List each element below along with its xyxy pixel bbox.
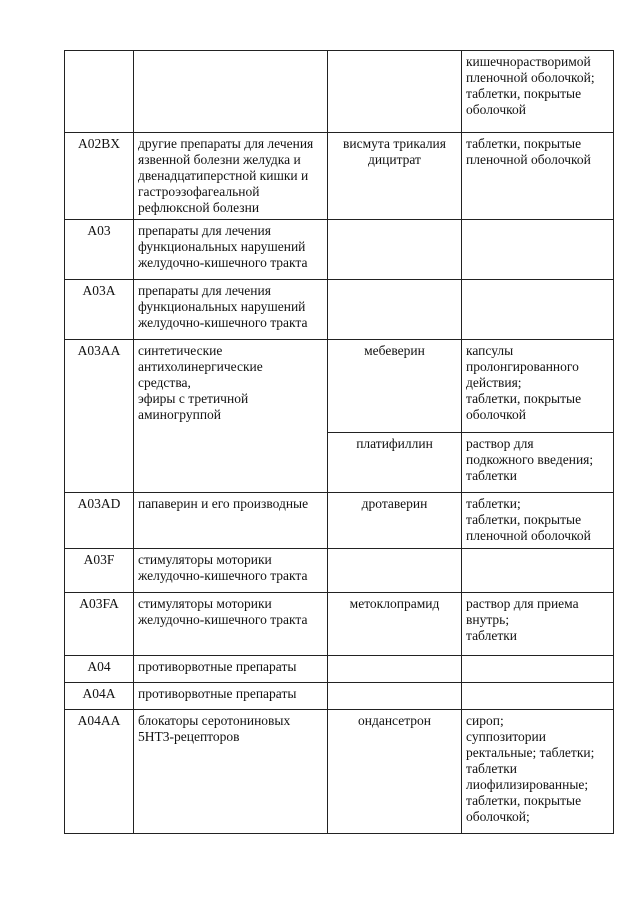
drug-name-cell (328, 220, 462, 280)
drug-name-cell (328, 51, 462, 133)
table-row (65, 593, 614, 656)
atc-code-cell: A03FA (65, 593, 134, 656)
drug-name-cell (328, 683, 462, 710)
atc-code-cell: A03AD (65, 493, 134, 549)
drug-name-cell: мебеверин (328, 340, 462, 433)
group-name-cell: стимуляторы моторики желудочно-кишечного тракта (134, 593, 328, 656)
table-row (65, 710, 614, 834)
group-name-cell: блокаторы серотониновых 5HT3-рецепторов (134, 710, 328, 834)
group-name-cell: другие препараты для лечения язвенной болезни желудка и двенадцатиперстной кишки и гастроэзофагеальной рефлюксной болезни (134, 133, 328, 220)
atc-code-cell: A04AA (65, 710, 134, 834)
atc-code-cell: A03F (65, 549, 134, 593)
dosage-form-cell: кишечнорастворимой пленочной оболочкой; таблетки, покрытые оболочкой (462, 51, 614, 133)
dosage-form-cell: раствор для приема внутрь; таблетки (462, 593, 614, 656)
atc-code-cell: A02BX (65, 133, 134, 220)
group-name-cell: препараты для лечения функциональных нарушений желудочно-кишечного тракта (134, 220, 328, 280)
atc-code-cell: A04A (65, 683, 134, 710)
dosage-form-cell (462, 656, 614, 683)
group-name-cell: стимуляторы моторики желудочно-кишечного тракта (134, 549, 328, 593)
group-name-cell (134, 51, 328, 133)
dosage-form-cell (462, 280, 614, 340)
atc-code-cell (65, 51, 134, 133)
atc-code-cell: A03AA (65, 340, 134, 493)
table-row (65, 280, 614, 340)
dosage-form-cell: раствор для подкожного введения; таблетки (462, 433, 614, 493)
atc-code-cell: A03 (65, 220, 134, 280)
drug-name-cell: ондансетрон (328, 710, 462, 834)
drug-name-cell: висмута трикалия дицитрат (328, 133, 462, 220)
dosage-form-cell (462, 549, 614, 593)
table-row (65, 51, 614, 133)
dosage-form-cell: таблетки, покрытые пленочной оболочкой (462, 133, 614, 220)
drug-name-cell: дротаверин (328, 493, 462, 549)
dosage-form-cell: капсулы пролонгированного действия; таблетки, покрытые оболочкой (462, 340, 614, 433)
group-name-cell: папаверин и его производные (134, 493, 328, 549)
atc-code-cell: A04 (65, 656, 134, 683)
group-name-cell: синтетические антихолинергические средства, эфиры с третичной аминогруппой (134, 340, 328, 493)
drug-name-cell (328, 549, 462, 593)
group-name-cell: противорвотные препараты (134, 656, 328, 683)
atc-code-cell: A03A (65, 280, 134, 340)
drug-name-cell: метоклопрамид (328, 593, 462, 656)
dosage-form-cell: сироп; суппозитории ректальные; таблетки; таблетки лиофилизированные; таблетки, покрытые оболочкой; (462, 710, 614, 834)
drug-name-cell (328, 280, 462, 340)
table-row (65, 656, 614, 683)
drug-name-cell: платифиллин (328, 433, 462, 493)
table-row (65, 683, 614, 710)
table-row (65, 133, 614, 220)
table-row (65, 493, 614, 549)
dosage-form-cell (462, 683, 614, 710)
dosage-form-cell: таблетки; таблетки, покрытые пленочной оболочкой (462, 493, 614, 549)
table-row (65, 220, 614, 280)
table-row (65, 549, 614, 593)
drug-classification-table (64, 50, 614, 834)
group-name-cell: противорвотные препараты (134, 683, 328, 710)
group-name-cell: препараты для лечения функциональных нарушений желудочно-кишечного тракта (134, 280, 328, 340)
drug-name-cell (328, 656, 462, 683)
dosage-form-cell (462, 220, 614, 280)
table-row (65, 340, 614, 433)
